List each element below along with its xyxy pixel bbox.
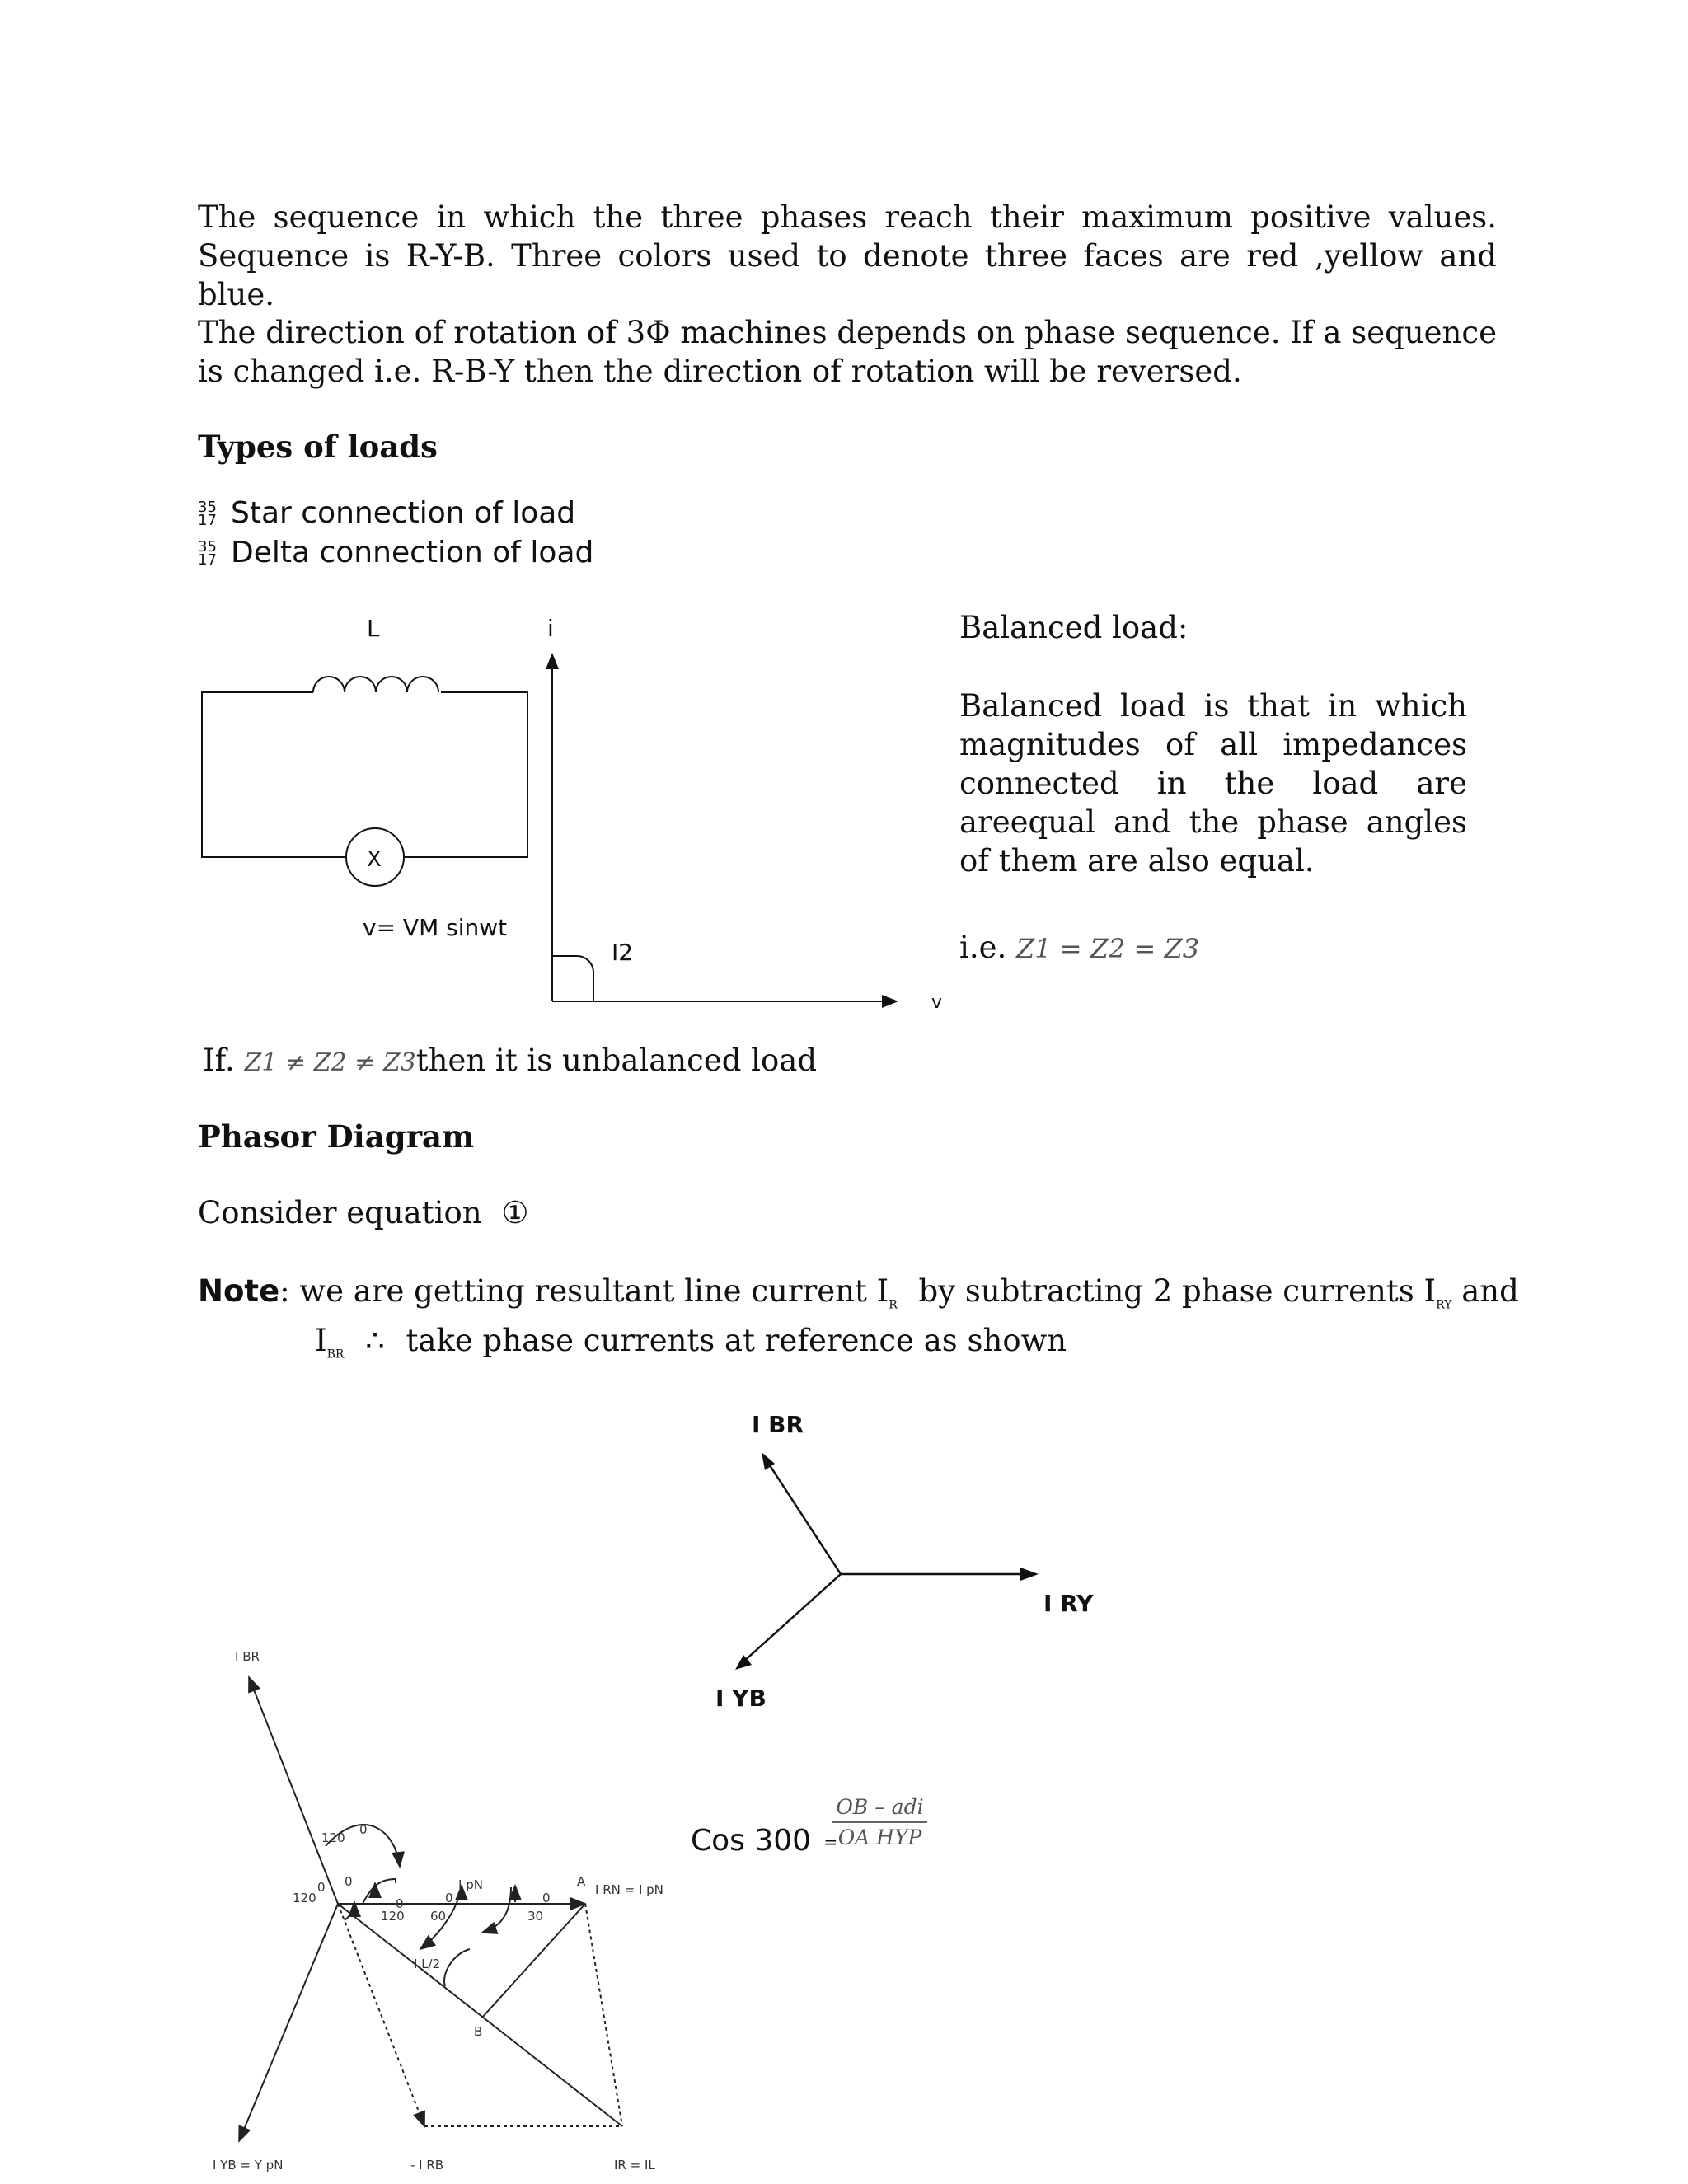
unbalanced-line [203, 1043, 817, 1078]
unbalanced-prefix: If. [203, 1043, 235, 1078]
voltage-label: v= VM sinwt [363, 914, 508, 941]
angle-30: 30 [528, 1909, 544, 1924]
iyb-label: I YB [715, 1685, 767, 1712]
star-phasor-diagram [692, 1401, 1154, 1731]
note-text-2: by subtracting 2 phase currents I [918, 1273, 1437, 1309]
therefore-symbol: ∴ [365, 1323, 385, 1358]
consider-equation [198, 1195, 528, 1230]
line2-i: I [315, 1323, 327, 1358]
list-item [198, 536, 593, 569]
note-line-2 [315, 1323, 1067, 1361]
iry-label: I RY [1043, 1590, 1094, 1617]
line2-sub: BR [326, 1347, 345, 1361]
list-item-label: Star connection of load [231, 496, 576, 530]
degree-mark: 0 [396, 1896, 404, 1911]
ibr-label: I BR [752, 1411, 804, 1438]
angle-60: 60 [430, 1909, 447, 1924]
detail-il2-label: I L/2 [414, 1957, 441, 1971]
cos-denominator: OA HYP [837, 1825, 922, 1849]
degree-mark: 0 [542, 1891, 551, 1905]
note-text: : we are getting resultant line current I [279, 1273, 889, 1309]
list-item [198, 496, 575, 530]
bullet-marker: 35 17 [198, 499, 217, 529]
degree-mark: 0 [317, 1880, 326, 1895]
unbalanced-equation: Z1 ≠ Z2 ≠ Z3 [244, 1048, 416, 1077]
phasor-heading: Phasor Diagram [198, 1118, 475, 1155]
cos-equals: = [823, 1832, 838, 1852]
cos-formula [691, 1824, 841, 1858]
balanced-body: Balanced load is that in which magnitudes of all impedances connected in the load are areequal and the phase angles of them are also equal. [959, 688, 1467, 879]
note-sub-r: R [889, 1298, 898, 1312]
ie-prefix: i.e. [959, 930, 1007, 965]
line2-text: take phase currents at reference as shown [406, 1323, 1067, 1358]
detail-ir-label: IR = IL [614, 2158, 655, 2172]
note-sub-ry: RY [1436, 1298, 1452, 1312]
voltage-axis-label: v [931, 992, 943, 1013]
angle-120-mid: 120 [381, 1909, 405, 1924]
bullet-marker: 35 17 [198, 538, 217, 569]
inductor-label: L [367, 615, 380, 642]
angle-label: I2 [612, 939, 634, 966]
circuit-diagram [190, 610, 973, 1022]
list-item-label: Delta connection of load [231, 536, 594, 569]
detail-ibr-label: I BR [235, 1649, 260, 1664]
detail-ipn-label: I pN [458, 1877, 483, 1892]
detailed-phasor-diagram [198, 1640, 692, 2184]
cos-lhs: Cos 300 [691, 1824, 812, 1858]
angle-120-left: 120 [293, 1891, 316, 1905]
balanced-ie [959, 930, 1199, 965]
point-a-label: A [577, 1874, 586, 1889]
cos-fraction [832, 1795, 927, 1849]
source-label: X [367, 847, 382, 872]
current-axis-label: i [547, 615, 554, 642]
note-text-3: and [1461, 1273, 1519, 1309]
balanced-title: Balanced load: [959, 610, 1189, 645]
cos-numerator: OB – adi [832, 1795, 927, 1823]
types-of-loads-heading: Types of loads [198, 429, 438, 465]
angle-120-top: 120 [321, 1830, 345, 1845]
unbalanced-suffix: then it is unbalanced load [415, 1043, 818, 1078]
ie-equation: Z1 = Z2 = Z3 [1016, 933, 1200, 964]
intro-paragraph: The sequence in which the three phases reach their maximum positive values. Sequence is R-Y-B. Three colors used to denote three faces are red ,yellow and blue. [198, 199, 1497, 312]
degree-mark: 0 [359, 1822, 368, 1837]
consider-text: Consider equation [198, 1195, 482, 1230]
rotation-paragraph: The direction of rotation of 3Φ machines depends on phase sequence. If a sequence is changed i.e. R-B-Y then the direction of rotation will be reversed. [198, 315, 1497, 389]
note-label: Note [198, 1273, 280, 1309]
degree-mark: 0 [445, 1891, 453, 1905]
detail-irb-label: - I RB [410, 2158, 444, 2172]
detail-irn-label: I RN = I pN [595, 1882, 663, 1897]
note-line-1 [198, 1273, 1519, 1311]
degree-mark: 0 [345, 1874, 353, 1889]
circled-one: ① [501, 1195, 529, 1230]
point-b-label: B [474, 2024, 483, 2039]
detail-iyb-label: I YB = Y pN [213, 2158, 284, 2172]
